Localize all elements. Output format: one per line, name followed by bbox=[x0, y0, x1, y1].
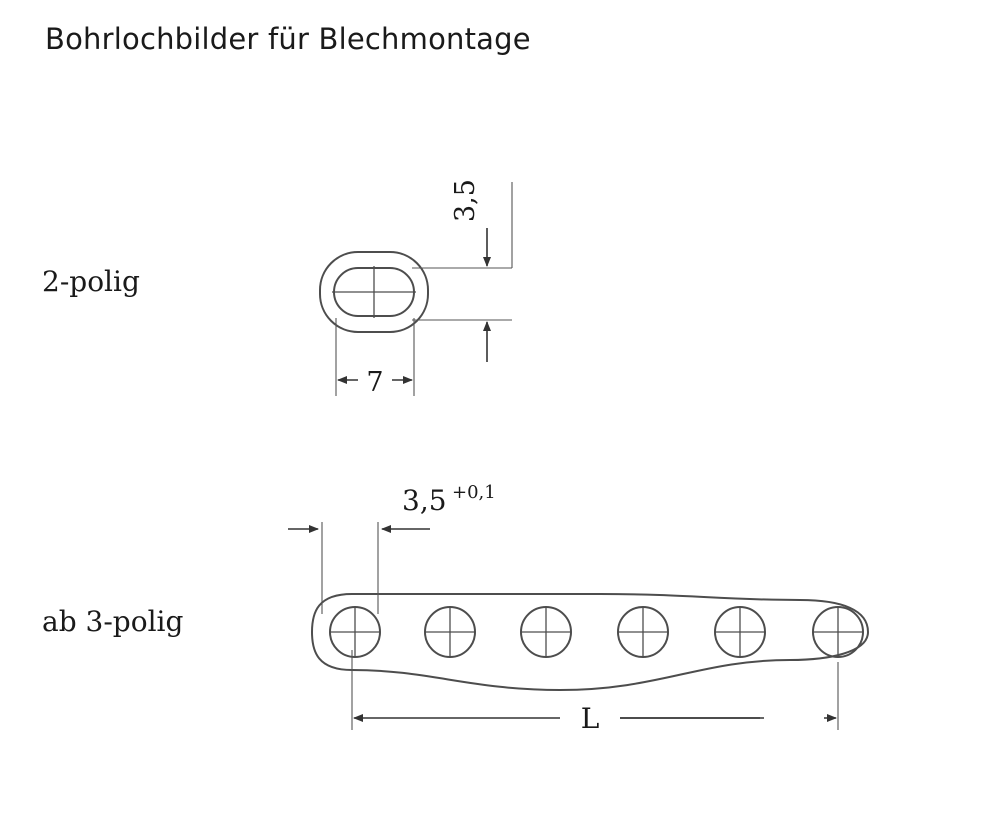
hole-3 bbox=[521, 607, 571, 657]
multi-pole-drawing bbox=[288, 482, 868, 735]
page-title: Bohrlochbilder für Blechmontage bbox=[45, 22, 531, 56]
row-label-2-polig: 2-polig bbox=[42, 265, 140, 298]
dim-label-length: L bbox=[580, 702, 600, 735]
hole-6 bbox=[813, 607, 863, 657]
length-label-backdrop bbox=[764, 704, 824, 732]
dim-label-width: 7 bbox=[366, 367, 384, 398]
hole-2 bbox=[425, 607, 475, 657]
hole-5 bbox=[715, 607, 765, 657]
dim-label-pitch: 3,5 bbox=[402, 484, 447, 517]
two-pole-drawing bbox=[320, 179, 512, 398]
dim-label-height: 3,5 bbox=[450, 179, 481, 222]
row-label-ab-3-polig: ab 3-polig bbox=[42, 605, 184, 638]
dim-label-pitch-tolerance: +0,1 bbox=[452, 482, 496, 503]
hole-4 bbox=[618, 607, 668, 657]
strip-contour bbox=[312, 594, 868, 690]
hole-1 bbox=[330, 607, 380, 657]
